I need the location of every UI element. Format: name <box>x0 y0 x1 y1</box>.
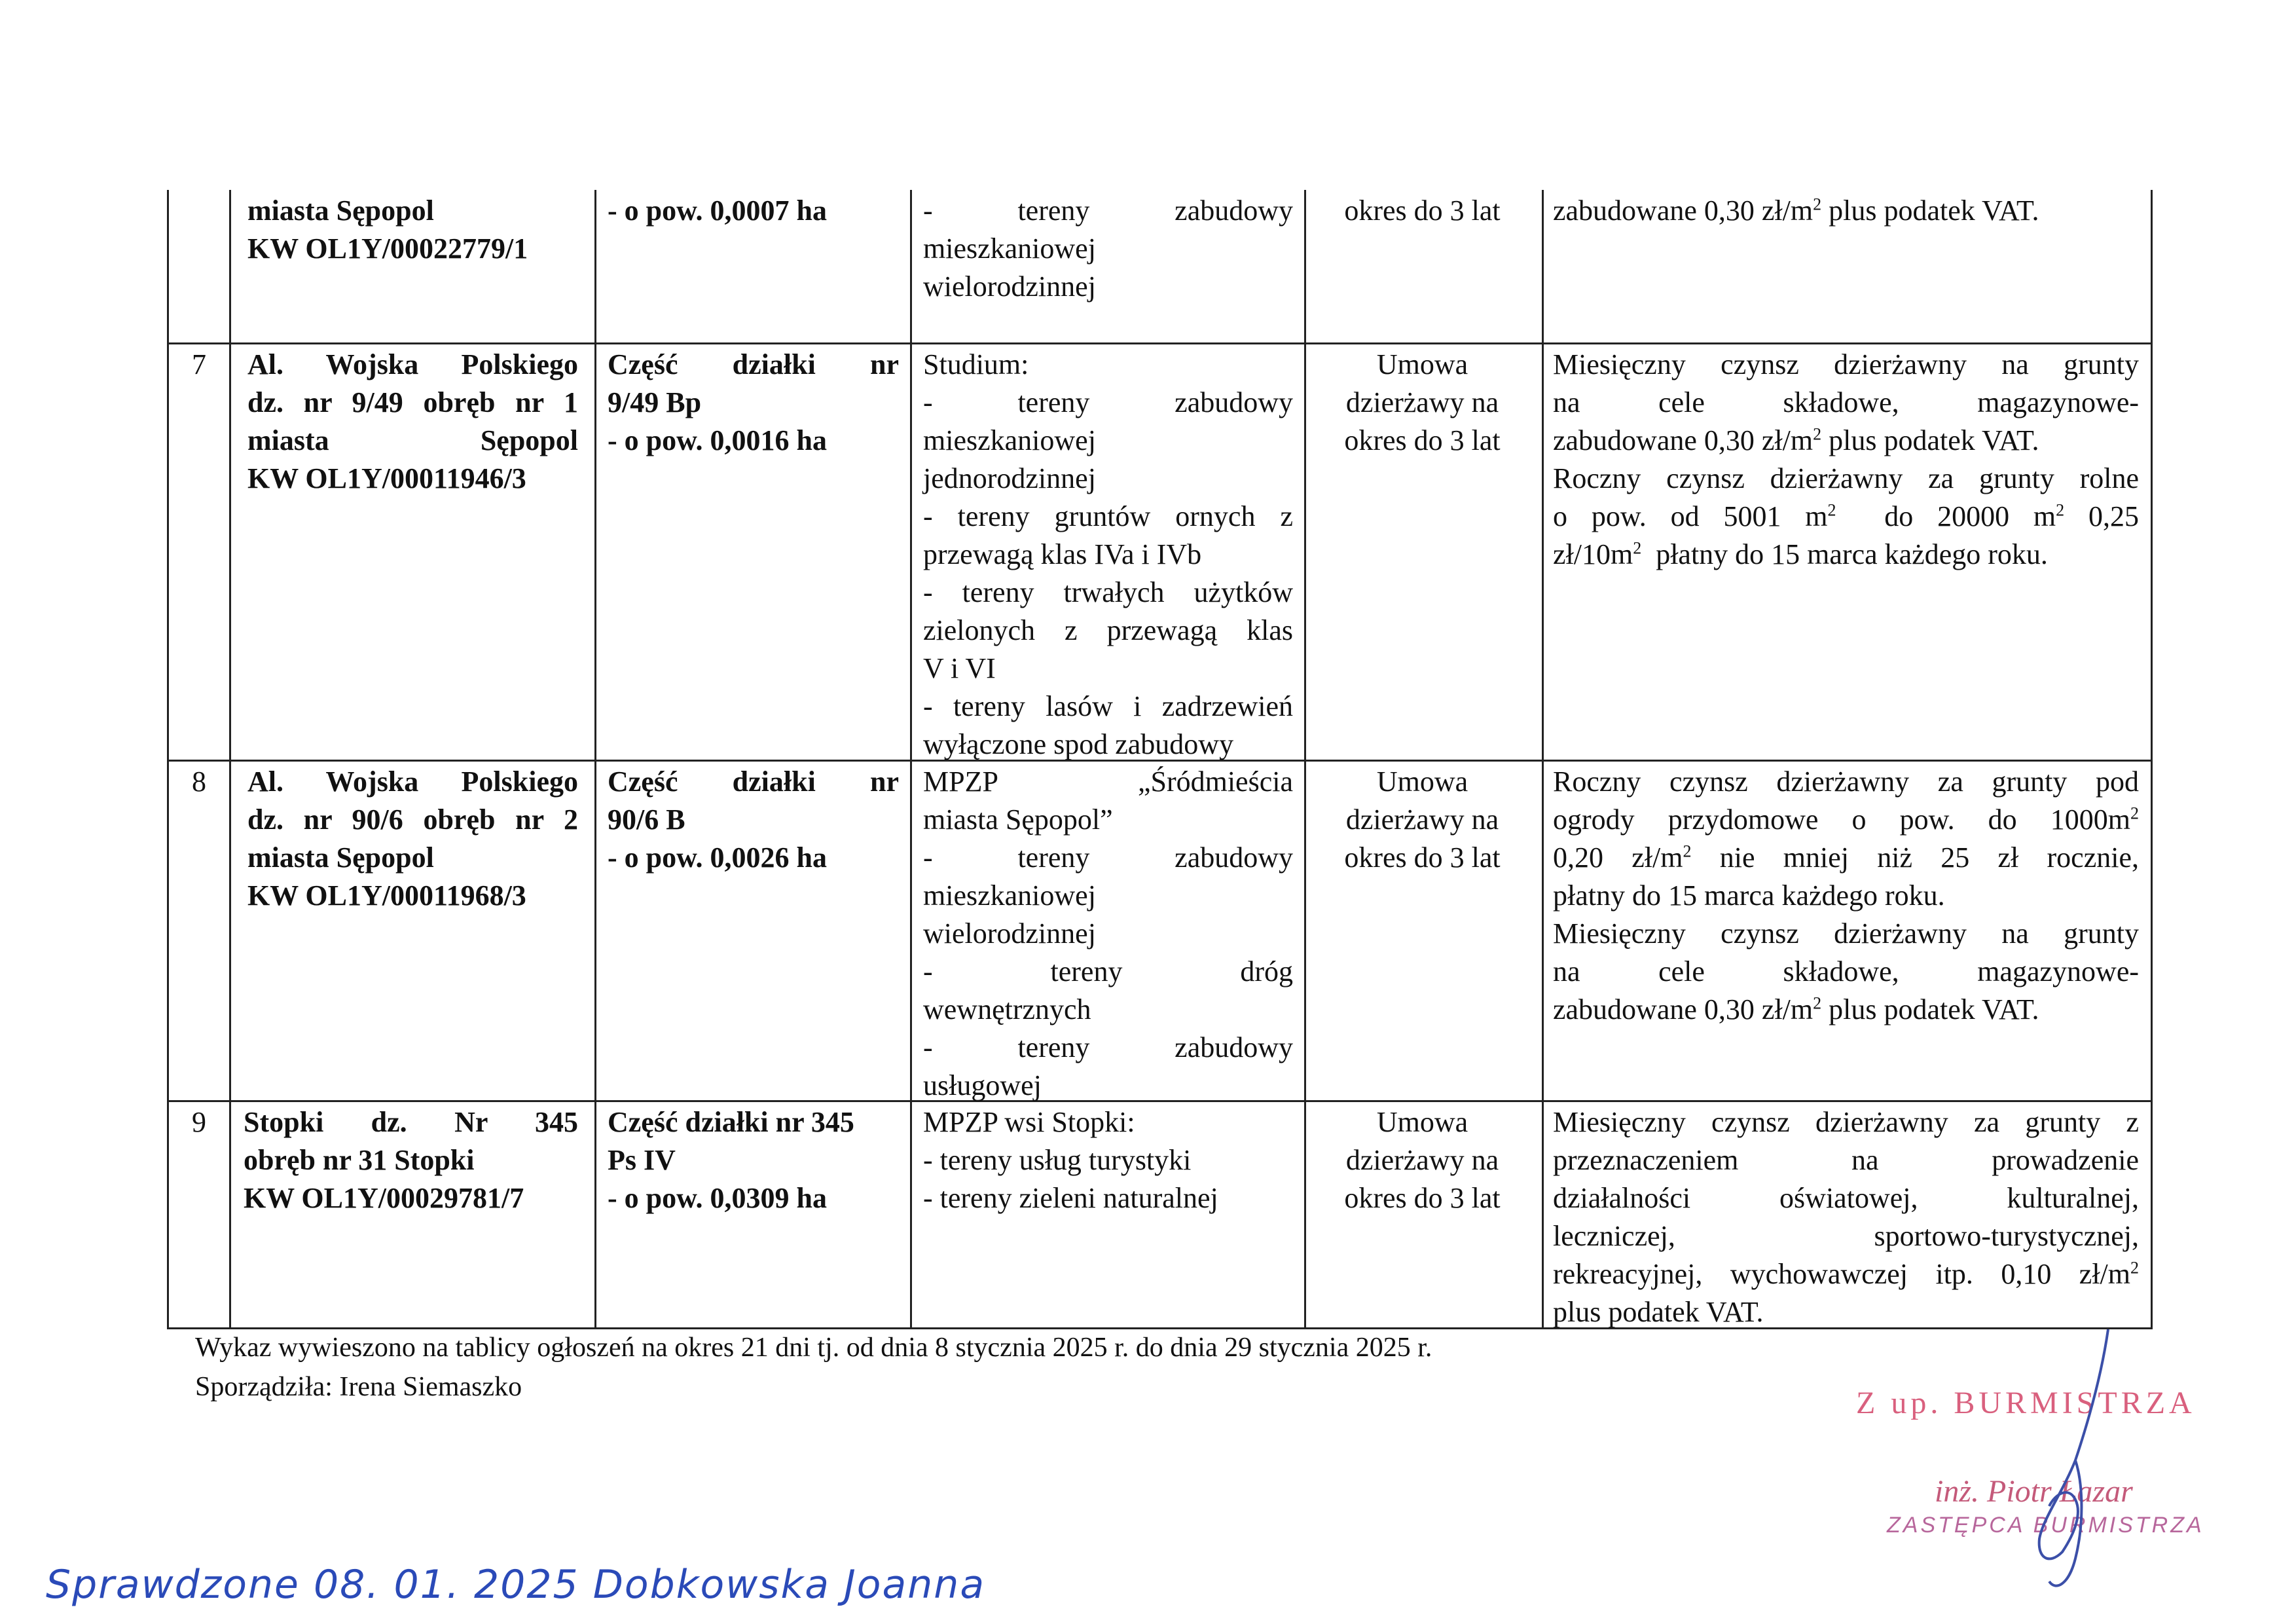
cell-line: Miesięczny czynsz dzierżawny za grunty z <box>1553 1106 2139 1138</box>
cell-line: obręb nr 31 Stopki <box>244 1144 475 1176</box>
cell-line: Miesięczny czynsz dzierżawny na grunty <box>1553 917 2139 950</box>
cell-line <box>1553 839 2139 877</box>
part-cell <box>608 763 899 877</box>
cell-line: Część działki nr <box>608 348 899 380</box>
cell-line: dz. nr 9/49 obręb nr 1 <box>247 386 578 418</box>
location-cell <box>244 1103 578 1217</box>
rent-cell <box>1553 763 2139 1029</box>
cell-line: KW OL1Y/00011968/3 <box>247 879 526 912</box>
location-cell <box>247 346 578 498</box>
cell-line: okres do 3 lat <box>1344 841 1501 874</box>
row-divider <box>167 342 2153 344</box>
cell-line: zielonych z przewagą klas <box>923 614 1293 646</box>
cell-line: Al. Wojska Polskiego <box>247 766 578 798</box>
purpose-cell <box>923 192 1293 306</box>
cell-line: na cele składowe, magazynowe- <box>1553 955 2139 987</box>
cell-line: mieszkaniowej <box>923 424 1096 456</box>
stamp-title: ZASTĘPCA BURMISTRZA <box>1887 1513 2204 1538</box>
cell-line: wielorodzinnej <box>923 270 1096 303</box>
stamp-authority: Z up. BURMISTRZA <box>1856 1386 2196 1420</box>
cell-line: - tereny dróg <box>923 955 1293 987</box>
location-cell <box>247 763 578 915</box>
cell-line: Stopki dz. Nr 345 <box>244 1106 578 1138</box>
rent-cell <box>1553 1103 2139 1331</box>
superscript: 2 <box>2130 1258 2139 1278</box>
rent-cell <box>1553 192 2139 230</box>
cell-line: KW OL1Y/00011946/3 <box>247 462 526 494</box>
cell-line <box>1553 1255 2139 1293</box>
superscript: 2 <box>2056 500 2065 520</box>
prepared-by: Sporządziła: Irena Siemaszko <box>195 1372 522 1402</box>
cell-line: MPZP wsi Stopki: <box>923 1106 1135 1138</box>
cell-line: - tereny zabudowy <box>923 386 1293 418</box>
row-number: 7 <box>192 348 206 380</box>
purpose-cell <box>923 763 1293 1105</box>
part-cell <box>608 192 899 230</box>
cell-line: - tereny usług turystyki <box>923 1144 1192 1176</box>
rent-text: plus podatek VAT. <box>1829 993 2039 1025</box>
part-cell <box>608 1103 899 1217</box>
cell-line: działalności oświatowej, kulturalnej, <box>1553 1182 2139 1214</box>
cell-line: Część działki nr 345 <box>608 1106 854 1138</box>
cell-line: - o pow. 0,0026 ha <box>608 841 827 874</box>
cell-line: MPZP „Śródmieścia <box>923 766 1293 798</box>
cell-line: usługowej <box>923 1069 1042 1101</box>
cell-line: dzierżawy na <box>1345 386 1499 418</box>
superscript: 2 <box>1827 500 1836 520</box>
cell-line: 9/49 Bp <box>608 386 702 418</box>
rent-text: nie mniej niż 25 zł rocznie, <box>1719 841 2139 874</box>
contract-cell <box>1309 1103 1535 1217</box>
cell-line: Roczny czynsz dzierżawny za grunty pod <box>1553 766 2139 798</box>
rent-text: 0,25 <box>2088 500 2140 532</box>
cell-line: miasta Sępopol <box>247 424 578 456</box>
cell-line: Roczny czynsz dzierżawny za grunty rolne <box>1553 462 2139 494</box>
purpose-cell <box>923 1103 1293 1217</box>
rent-text: ogrody przydomowe o pow. do 1000m <box>1553 803 2130 836</box>
cell-line: jednorodzinnej <box>923 462 1096 494</box>
cell-line <box>1553 801 2139 839</box>
cell-line: wyłączone spod zabudowy <box>923 728 1234 760</box>
cell-line: - tereny zabudowy <box>923 1031 1293 1063</box>
superscript: 2 <box>2130 803 2139 823</box>
cell-line: - tereny lasów i zadrzewień <box>923 690 1293 722</box>
location-cell <box>247 192 578 268</box>
rent-text: zabudowane 0,30 zł/m <box>1553 424 1813 456</box>
cell-line: V i VI <box>923 652 996 684</box>
cell-line: KW OL1Y/00022779/1 <box>247 232 528 265</box>
purpose-cell <box>923 346 1293 764</box>
rent-text: o pow. od 5001 m <box>1553 500 1828 532</box>
cell-line <box>1553 422 2139 460</box>
cell-line: leczniczej, sportowo-turystycznej, <box>1553 1220 2139 1252</box>
cell-line: Studium: <box>923 348 1029 380</box>
cell-line: Część działki nr <box>608 766 899 798</box>
cell-line <box>1553 498 2139 536</box>
cell-line: Ps IV <box>608 1144 676 1176</box>
cell-line: dz. nr 90/6 obręb nr 2 <box>247 803 578 836</box>
rent-text: rekreacyjnej, wychowawczej itp. 0,10 zł/m <box>1553 1258 2130 1290</box>
cell-line: płatny do 15 marca każdego roku. <box>1553 879 1945 912</box>
row-number: 8 <box>192 766 206 798</box>
cell-line: dzierżawy na <box>1345 1144 1499 1176</box>
rent-text: 0,20 zł/m <box>1553 841 1683 874</box>
cell-line: Umowa <box>1376 766 1468 798</box>
cell-line: mieszkaniowej <box>923 879 1096 912</box>
row-number: 9 <box>192 1106 206 1138</box>
cell-line: okres do 3 lat <box>1344 424 1501 456</box>
superscript: 2 <box>1813 993 1822 1013</box>
cell-line: Umowa <box>1376 348 1468 380</box>
signature-icon <box>1977 1323 2147 1598</box>
rent-text: plus podatek VAT. <box>1829 424 2039 456</box>
handwritten-verification-note: Sprawdzone 08. 01. 2025 Dobkowska Joanna <box>46 1562 986 1608</box>
rent-text: plus podatek VAT. <box>1829 194 2039 227</box>
cell-line <box>1553 192 2139 230</box>
cell-line: wewnętrznych <box>923 993 1091 1025</box>
cell-line: plus podatek VAT. <box>1553 1296 1764 1328</box>
posting-notice: Wykaz wywieszono na tablicy ogłoszeń na okres 21 dni tj. od dnia 8 stycznia 2025 r. do dnia 29 stycznia 2025 r. <box>195 1333 1432 1363</box>
superscript: 2 <box>1633 538 1642 558</box>
cell-line: miasta Sępopol” <box>923 803 1113 836</box>
cell-line: okres do 3 lat <box>1344 194 1501 227</box>
cell-line: - o pow. 0,0007 ha <box>608 194 827 227</box>
rent-text: płatny do 15 marca każdego roku. <box>1656 538 2048 570</box>
cell-line: KW OL1Y/00029781/7 <box>244 1182 524 1214</box>
cell-line: miasta Sępopol <box>247 841 434 874</box>
stamp-name: inż. Piotr Łazar <box>1935 1474 2133 1509</box>
rent-text: zabudowane 0,30 zł/m <box>1553 993 1813 1025</box>
contract-cell <box>1309 346 1535 460</box>
rent-text: do 20000 m <box>1884 500 2056 532</box>
cell-line: Al. Wojska Polskiego <box>247 348 578 380</box>
cell-line: 90/6 B <box>608 803 685 836</box>
superscript: 2 <box>1683 841 1692 861</box>
cell-line: przewagą klas IVa i IVb <box>923 538 1202 570</box>
cell-line: - o pow. 0,0309 ha <box>608 1182 827 1214</box>
cell-line: - tereny gruntów ornych z <box>923 500 1293 532</box>
contract-cell <box>1309 763 1535 877</box>
rent-cell <box>1553 346 2139 574</box>
cell-line: - o pow. 0,0016 ha <box>608 424 827 456</box>
rent-text: zł/10m <box>1553 538 1633 570</box>
cell-line: wielorodzinnej <box>923 917 1096 950</box>
contract-cell <box>1309 192 1535 230</box>
cell-line: przeznaczeniem na prowadzenie <box>1553 1144 2139 1176</box>
cell-line: - tereny zabudowy <box>923 194 1293 227</box>
cell-line: Miesięczny czynsz dzierżawny na grunty <box>1553 348 2139 380</box>
cell-line: mieszkaniowej <box>923 232 1096 265</box>
superscript: 2 <box>1813 424 1822 444</box>
cell-line: Umowa <box>1376 1106 1468 1138</box>
part-cell <box>608 346 899 460</box>
cell-line <box>1553 991 2139 1029</box>
cell-line: - tereny trwałych użytków <box>923 576 1293 608</box>
cell-line <box>1553 536 2139 574</box>
cell-line: miasta Sępopol <box>247 194 434 227</box>
cell-line: dzierżawy na <box>1345 803 1499 836</box>
rent-text: zabudowane 0,30 zł/m <box>1553 194 1813 227</box>
superscript: 2 <box>1813 194 1822 214</box>
cell-line: - tereny zabudowy <box>923 841 1293 874</box>
cell-line: okres do 3 lat <box>1344 1182 1501 1214</box>
cell-line: na cele składowe, magazynowe- <box>1553 386 2139 418</box>
cell-line: - tereny zieleni naturalnej <box>923 1182 1218 1214</box>
